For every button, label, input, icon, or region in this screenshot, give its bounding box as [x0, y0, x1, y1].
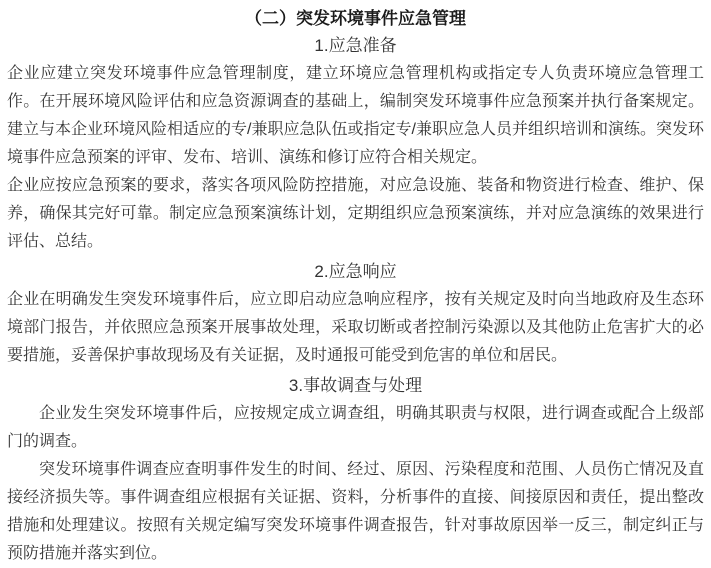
page-title: （二）突发环境事件应急管理: [245, 9, 466, 28]
section-accident-investigation: [7, 374, 704, 568]
paragraph: 企业应按应急预案的要求，落实各项风险防控措施，对应急设施、装备和物资进行检查、维护、保养，确保其完好可靠。制定应急预案演练计划，定期组织应急预案演练，并对应急演练的效果进行评估、总结。: [7, 177, 704, 250]
section-emergency-response: [7, 260, 704, 370]
paragraph: 突发环境事件调查应查明事件发生的时间、经过、原因、污染程度和范围、人员伤亡情况及直接经济损失等。事件调查组应根据有关证据、资料，分析事件的直接、间接原因和责任，提出整改措施和处理建议。按照有关规定编写突发环境事件调查报告，针对事故原因举一反三，制定纠正与预防措施并落实到位。: [7, 461, 704, 562]
paragraph: 企业在明确发生突发环境事件后，应立即启动应急响应程序，按有关规定及时向当地政府及生态环境部门报告，并依照应急预案开展事故处理，采取切断或者控制污染源以及其他防止危害扩大的必要措施，妥善保护事故现场及有关证据，及时通报可能受到危害的单位和居民。: [7, 291, 704, 364]
section-emergency-preparation: [7, 34, 704, 256]
paragraph: 企业应建立突发环境事件应急管理制度，建立环境应急管理机构或指定专人负责环境应急管理工作。在开展环境风险评估和应急资源调查的基础上，编制突发环境事件应急预案并执行备案规定。建立与本企业环境风险相适应的专/兼职应急队伍或指定专/兼职应急人员并组织培训和演练。突发环境事件应急预案的评审、发布、培训、演练和修订应符合相关规定。: [7, 65, 704, 166]
section-heading-emergency-response: 2.应急响应: [314, 262, 397, 281]
paragraph: 企业发生突发环境事件后，应按规定成立调查组，明确其职责与权限，进行调查或配合上级部门的调查。: [7, 405, 704, 450]
section-heading-accident-investigation: 3.事故调查与处理: [288, 376, 423, 395]
section-heading-emergency-preparation: 1.应急准备: [314, 36, 397, 55]
